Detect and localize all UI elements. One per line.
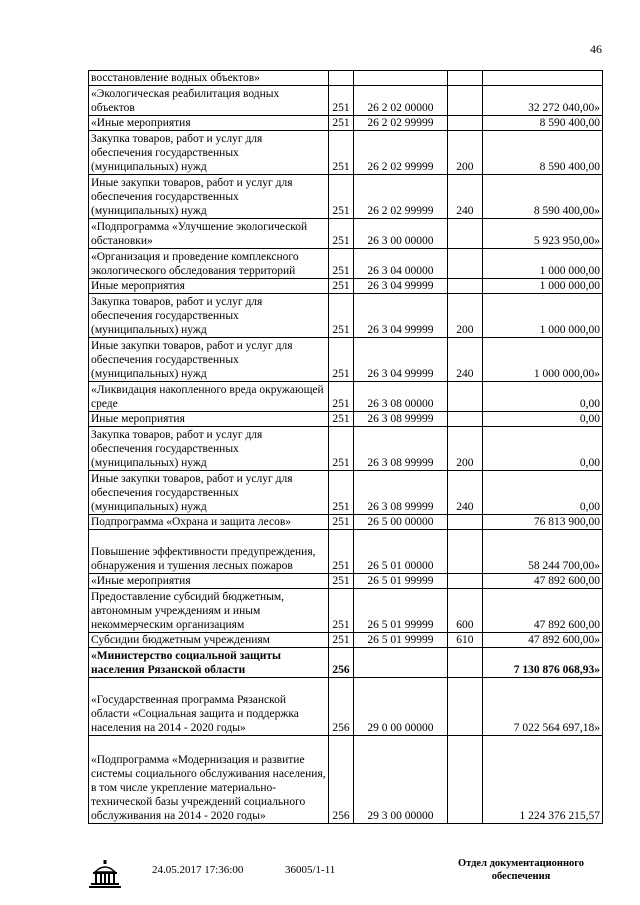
row-sum: 7 130 876 068,93»: [483, 648, 603, 678]
row-expense-type: [447, 279, 482, 294]
row-sum: 1 224 376 215,57: [483, 736, 603, 824]
row-name: Закупка товаров, работ и услуг для обеспечения государственных (муниципальных) нужд: [89, 427, 329, 471]
table-row: [89, 412, 603, 427]
row-name: «Организация и проведение комплексного экологического обследования территорий: [89, 249, 329, 279]
row-target-article: 26 5 01 00000: [354, 530, 448, 574]
row-name: «Подпрограмма «Модернизация и развитие системы социального обслуживания населения, в том числе укрепление материально-технической базы учреждений социального обслуживания на 2014 - 2020 годы»: [89, 736, 329, 824]
row-expense-type: [447, 678, 482, 736]
row-expense-type: [447, 249, 482, 279]
row-expense-type: [447, 736, 482, 824]
row-name: «Иные мероприятия: [89, 116, 329, 131]
row-sum: 5 923 950,00»: [483, 219, 603, 249]
row-expense-type: [447, 515, 482, 530]
row-code: 256: [328, 678, 353, 736]
budget-table-body: [89, 71, 603, 824]
row-sum: 47 892 600,00»: [483, 633, 603, 648]
row-expense-type: [447, 219, 482, 249]
table-row: [89, 219, 603, 249]
row-code: 251: [328, 219, 353, 249]
row-name: Подпрограмма «Охрана и защита лесов»: [89, 515, 329, 530]
table-row: [89, 294, 603, 338]
row-name: Иные мероприятия: [89, 279, 329, 294]
row-expense-type: 240: [447, 175, 482, 219]
row-name: «Экологическая реабилитация водных объектов: [89, 86, 329, 116]
table-row: [89, 574, 603, 589]
row-expense-type: [447, 648, 482, 678]
table-row: [89, 736, 603, 824]
row-sum: 76 813 900,00: [483, 515, 603, 530]
row-code: 251: [328, 86, 353, 116]
duma-logo-icon: [88, 858, 122, 892]
row-name: Предоставление субсидий бюджетным, автономным учреждениям и иным некоммерческим организациям: [89, 589, 329, 633]
row-sum: [483, 71, 603, 86]
table-row: [89, 471, 603, 515]
row-code: 251: [328, 279, 353, 294]
budget-table: [88, 70, 603, 824]
row-sum: 1 000 000,00: [483, 279, 603, 294]
page-number: 46: [590, 42, 602, 56]
row-sum: 8 590 400,00»: [483, 175, 603, 219]
row-name: «Ликвидация накопленного вреда окружающей среде: [89, 382, 329, 412]
row-sum: 1 000 000,00: [483, 249, 603, 279]
table-row: [89, 249, 603, 279]
row-code: [328, 71, 353, 86]
row-target-article: 26 3 08 99999: [354, 471, 448, 515]
row-sum: 7 022 564 697,18»: [483, 678, 603, 736]
row-code: 256: [328, 736, 353, 824]
row-name: «Министерство социальной защиты населения Рязанской области: [89, 648, 329, 678]
table-row: [89, 338, 603, 382]
row-name: Иные закупки товаров, работ и услуг для обеспечения государственных (муниципальных) нужд: [89, 175, 329, 219]
row-name: «Государственная программа Рязанской области «Социальная защита и поддержка населения на 2014 - 2020 годы»: [89, 678, 329, 736]
row-code: 251: [328, 633, 353, 648]
row-code: 251: [328, 589, 353, 633]
row-sum: 8 590 400,00: [483, 116, 603, 131]
row-target-article: 26 2 02 00000: [354, 86, 448, 116]
row-code: 251: [328, 116, 353, 131]
row-code: 251: [328, 382, 353, 412]
table-row: [89, 633, 603, 648]
row-target-article: 26 2 02 99999: [354, 175, 448, 219]
row-sum: 1 000 000,00: [483, 294, 603, 338]
row-sum: 47 892 600,00: [483, 574, 603, 589]
row-target-article: 26 5 01 99999: [354, 633, 448, 648]
row-sum: 0,00: [483, 412, 603, 427]
row-sum: 58 244 700,00»: [483, 530, 603, 574]
row-expense-type: 610: [447, 633, 482, 648]
row-expense-type: [447, 382, 482, 412]
row-code: 251: [328, 515, 353, 530]
row-name: Закупка товаров, работ и услуг для обеспечения государственных (муниципальных) нужд: [89, 131, 329, 175]
table-row: [89, 589, 603, 633]
row-target-article: 26 3 04 99999: [354, 279, 448, 294]
row-target-article: 26 3 04 00000: [354, 249, 448, 279]
row-target-article: 26 3 04 99999: [354, 338, 448, 382]
row-code: 251: [328, 249, 353, 279]
row-code: 251: [328, 530, 353, 574]
row-expense-type: 200: [447, 294, 482, 338]
row-target-article: 26 3 08 00000: [354, 382, 448, 412]
row-name: Субсидии бюджетным учреждениям: [89, 633, 329, 648]
row-expense-type: [447, 574, 482, 589]
row-target-article: 26 2 02 99999: [354, 116, 448, 131]
row-name: Повышение эффективности предупреждения, обнаружения и тушения лесных пожаров: [89, 530, 329, 574]
row-target-article: 26 5 01 99999: [354, 589, 448, 633]
row-code: 251: [328, 574, 353, 589]
footer-date: 24.05.2017 17:36:00: [152, 864, 244, 876]
row-expense-type: [447, 86, 482, 116]
row-target-article: 26 5 01 99999: [354, 574, 448, 589]
table-row: [89, 131, 603, 175]
row-name: Закупка товаров, работ и услуг для обеспечения государственных (муниципальных) нужд: [89, 294, 329, 338]
row-target-article: 26 5 00 00000: [354, 515, 448, 530]
row-sum: 0,00: [483, 382, 603, 412]
row-code: 251: [328, 175, 353, 219]
row-target-article: 26 3 08 99999: [354, 427, 448, 471]
row-expense-type: [447, 530, 482, 574]
table-row: [89, 86, 603, 116]
table-row: [89, 648, 603, 678]
table-row: [89, 530, 603, 574]
row-name: «Иные мероприятия: [89, 574, 329, 589]
row-sum: 0,00: [483, 427, 603, 471]
row-expense-type: [447, 116, 482, 131]
row-expense-type: 200: [447, 131, 482, 175]
row-expense-type: 200: [447, 427, 482, 471]
table-row: [89, 175, 603, 219]
footer-department: Отдел документационного обеспечения: [457, 858, 585, 882]
row-sum: 47 892 600,00: [483, 589, 603, 633]
row-code: 251: [328, 412, 353, 427]
row-target-article: 29 0 00 00000: [354, 678, 448, 736]
table-row: [89, 116, 603, 131]
row-target-article: 26 3 08 99999: [354, 412, 448, 427]
row-sum: 32 272 040,00»: [483, 86, 603, 116]
table-row: [89, 515, 603, 530]
row-target-article: 26 3 04 99999: [354, 294, 448, 338]
row-target-article: 26 3 00 00000: [354, 219, 448, 249]
row-name: Иные мероприятия: [89, 412, 329, 427]
footer-doc-number: 36005/1-11: [285, 864, 336, 876]
row-name: «Подпрограмма «Улучшение экологической обстановки»: [89, 219, 329, 249]
row-expense-type: [447, 71, 482, 86]
row-expense-type: 240: [447, 471, 482, 515]
row-code: 251: [328, 294, 353, 338]
row-code: 251: [328, 471, 353, 515]
row-name: Иные закупки товаров, работ и услуг для обеспечения государственных (муниципальных) нужд: [89, 338, 329, 382]
row-code: 251: [328, 427, 353, 471]
row-code: 251: [328, 131, 353, 175]
row-name: Иные закупки товаров, работ и услуг для обеспечения государственных (муниципальных) нужд: [89, 471, 329, 515]
table-row: [89, 427, 603, 471]
table-row: [89, 382, 603, 412]
row-name: восстановление водных объектов»: [89, 71, 329, 86]
row-sum: 8 590 400,00: [483, 131, 603, 175]
row-sum: 1 000 000,00»: [483, 338, 603, 382]
row-target-article: [354, 71, 448, 86]
table-row: [89, 678, 603, 736]
row-target-article: 26 2 02 99999: [354, 131, 448, 175]
row-expense-type: [447, 412, 482, 427]
table-row: [89, 279, 603, 294]
row-code: 251: [328, 338, 353, 382]
row-target-article: [354, 648, 448, 678]
row-expense-type: 240: [447, 338, 482, 382]
row-expense-type: 600: [447, 589, 482, 633]
row-sum: 0,00: [483, 471, 603, 515]
row-target-article: 29 3 00 00000: [354, 736, 448, 824]
row-code: 256: [328, 648, 353, 678]
table-row: [89, 71, 603, 86]
